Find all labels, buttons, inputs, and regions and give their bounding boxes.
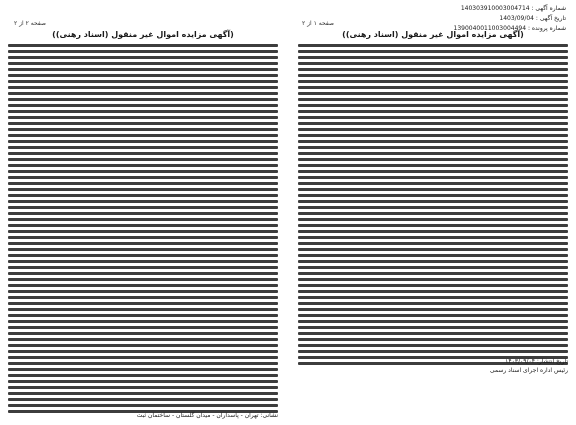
text-line [298, 242, 568, 245]
publish-date-line: تاریخ انتشار: ۱۴۰۳/۰۹/۰۴ [505, 358, 568, 365]
text-line [8, 194, 278, 197]
text-line [298, 254, 568, 257]
text-line [298, 44, 568, 47]
text-line [8, 386, 278, 389]
text-line [8, 86, 278, 89]
text-line [8, 314, 278, 317]
text-line [8, 56, 278, 59]
text-line [298, 68, 568, 71]
text-line [298, 302, 568, 305]
text-line [298, 110, 568, 113]
text-line [8, 224, 278, 227]
text-line [298, 170, 568, 173]
text-line [298, 176, 568, 179]
text-line [8, 122, 278, 125]
text-line [8, 74, 278, 77]
page-number: صفحه ۲ از ۲ [14, 20, 46, 27]
text-line [298, 158, 568, 161]
text-line [8, 98, 278, 101]
text-line [8, 374, 278, 377]
text-line [298, 104, 568, 107]
text-line [8, 170, 278, 173]
text-line [298, 122, 568, 125]
text-line [8, 320, 278, 323]
text-line [298, 62, 568, 65]
text-line [298, 332, 568, 335]
notice-date-value: 1403/09/04 [499, 15, 534, 22]
text-line [298, 128, 568, 131]
text-line [8, 368, 278, 371]
text-line [8, 62, 278, 65]
text-line [298, 140, 568, 143]
footer-line-2: نشانی: تهران - پاسداران - میدان گلستان - ساختمان ثبت [136, 412, 278, 419]
text-line [298, 308, 568, 311]
text-line [8, 104, 278, 107]
text-line [298, 200, 568, 203]
notice-number-value: 140303910003004714 [460, 5, 530, 12]
notice-number-label: شماره آگهی : [531, 5, 566, 12]
text-line [8, 212, 278, 215]
text-line [298, 338, 568, 341]
text-line [298, 260, 568, 263]
text-line [8, 350, 278, 353]
column-title: (آگهی مزایده اموال غیر منقول (اسناد رهنی)) [342, 30, 524, 39]
text-line [298, 86, 568, 89]
text-line [8, 188, 278, 191]
text-line [8, 326, 278, 329]
text-line [298, 116, 568, 119]
text-line [298, 218, 568, 221]
text-line [8, 176, 278, 179]
text-line [8, 92, 278, 95]
text-line [298, 236, 568, 239]
text-line [298, 182, 568, 185]
text-line [8, 260, 278, 263]
text-line [298, 248, 568, 251]
notice-date-label: تاریخ آگهی : [535, 15, 566, 22]
text-line [8, 128, 278, 131]
text-line [8, 380, 278, 383]
text-line [298, 266, 568, 269]
text-line [298, 230, 568, 233]
page-column-right [298, 20, 568, 410]
text-line [8, 398, 278, 401]
text-line [8, 356, 278, 359]
text-line [8, 50, 278, 53]
text-line [8, 44, 278, 47]
text-line [298, 296, 568, 299]
text-line [8, 332, 278, 335]
text-line [298, 290, 568, 293]
text-line [8, 338, 278, 341]
text-line [8, 362, 278, 365]
page-number: صفحه ۱ از ۲ [302, 20, 334, 27]
text-line [8, 278, 278, 281]
text-line [298, 92, 568, 95]
text-line [298, 326, 568, 329]
text-line [8, 110, 278, 113]
text-line [298, 50, 568, 53]
notice-number-row [366, 4, 566, 14]
text-line [8, 248, 278, 251]
text-line [298, 272, 568, 275]
file-number-label: شماره پرونده : [527, 25, 566, 32]
text-line [8, 284, 278, 287]
text-line [8, 254, 278, 257]
text-line [298, 320, 568, 323]
text-line [8, 404, 278, 407]
text-line [8, 308, 278, 311]
text-line [298, 224, 568, 227]
text-line [298, 146, 568, 149]
text-line [8, 164, 278, 167]
text-line [8, 218, 278, 221]
text-line [8, 80, 278, 83]
column-title: (آگهی مزایده اموال غیر منقول (اسناد رهنی)) [52, 30, 234, 39]
text-line [8, 206, 278, 209]
text-line [298, 98, 568, 101]
text-line [298, 194, 568, 197]
text-line [8, 290, 278, 293]
text-line [298, 152, 568, 155]
text-line [8, 242, 278, 245]
body-text-block [298, 44, 568, 368]
text-line [8, 236, 278, 239]
text-line [298, 188, 568, 191]
text-line [8, 230, 278, 233]
page-column-left [8, 20, 278, 419]
text-line [8, 182, 278, 185]
text-line [8, 200, 278, 203]
text-line [298, 164, 568, 167]
text-line [298, 314, 568, 317]
text-line [298, 278, 568, 281]
text-line [8, 266, 278, 269]
text-line [8, 68, 278, 71]
text-line [298, 74, 568, 77]
text-line [8, 296, 278, 299]
text-line [8, 134, 278, 137]
body-text-block [8, 44, 278, 416]
text-line [298, 344, 568, 347]
text-line [8, 302, 278, 305]
text-line [8, 140, 278, 143]
text-line [8, 158, 278, 161]
text-line [8, 146, 278, 149]
text-line [298, 212, 568, 215]
text-line [298, 80, 568, 83]
file-number-value: 1390040011003004494 [453, 25, 527, 32]
text-line [298, 350, 568, 353]
text-line [8, 392, 278, 395]
text-line [298, 284, 568, 287]
text-line [8, 152, 278, 155]
signature-line: رئیس اداره اجرای اسناد رسمی [489, 367, 568, 374]
text-line [8, 272, 278, 275]
text-line [8, 344, 278, 347]
text-line [8, 116, 278, 119]
text-line [298, 134, 568, 137]
text-line [298, 56, 568, 59]
text-line [298, 206, 568, 209]
